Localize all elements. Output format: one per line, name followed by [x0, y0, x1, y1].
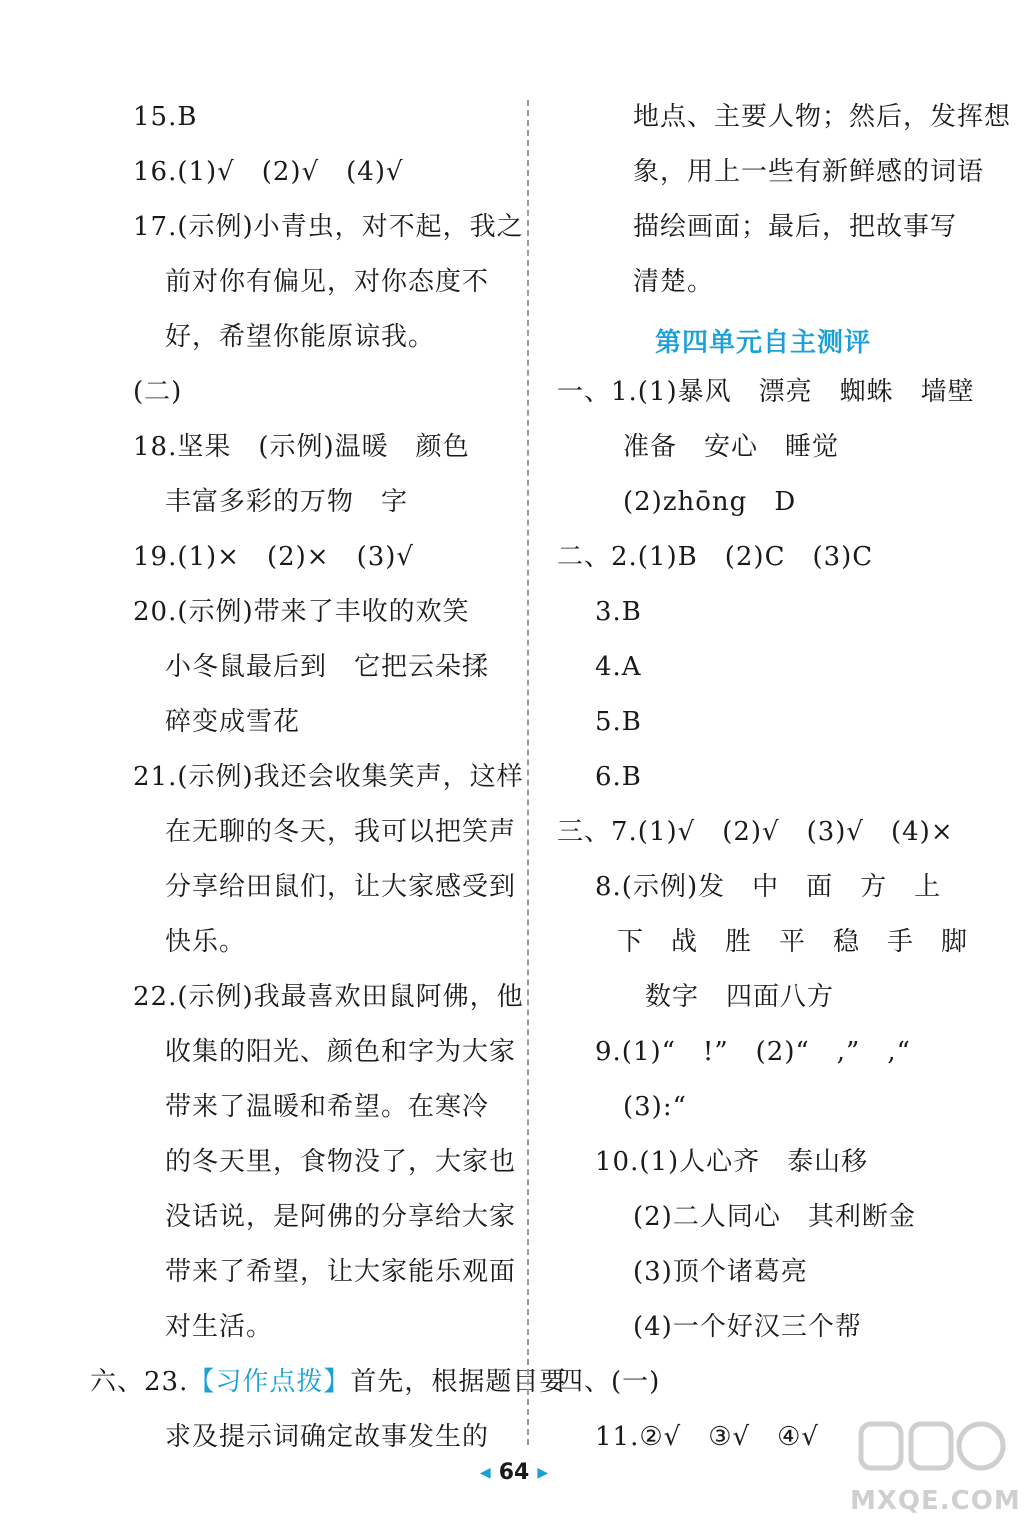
answer-7: 三、7.(1)√ (2)√ (3)√ (4)×: [557, 817, 954, 847]
answer-17: 17.(示例)小青虫，对不起，我之: [133, 212, 524, 242]
answer-21-cont: 在无聊的冬天，我可以把笑声: [165, 817, 517, 847]
answer-1-cont: (2)zhōng D: [623, 487, 797, 517]
answer-21: 21.(示例)我还会收集笑声，这样: [133, 762, 524, 792]
answer-23-cont: 求及提示词确定故事发生的: [165, 1422, 490, 1452]
answer-2: 二、2.(1)B (2)C (3)C: [557, 542, 874, 572]
answer-16: 16.(1)√ (2)√ (4)√: [133, 157, 404, 187]
answer-23-cont: 描绘画面；最后，把故事写: [633, 212, 958, 242]
answer-11: 11.②√ ③√ ④√: [595, 1422, 819, 1452]
answer-17-cont: 前对你有偏见，对你态度不: [165, 267, 490, 297]
subsection-heading: (二): [133, 377, 183, 407]
answer-22-cont: 对生活。: [165, 1312, 274, 1342]
writing-tip-label: 【习作点拨】: [188, 1367, 351, 1397]
answer-23: [90, 1362, 566, 1402]
answer-23-cont: 地点、主要人物；然后，发挥想: [633, 102, 1012, 132]
answer-23-text: 首先，根据题目要: [350, 1367, 567, 1397]
answer-10-cont: (3)顶个诸葛亮: [633, 1257, 808, 1287]
answer-1: 一、1.(1)暴风 漂亮 蜘蛛 墙壁: [557, 377, 975, 407]
section-title-unit-4: 第四单元自主测评: [655, 328, 872, 358]
right-triangle-icon: ▶: [537, 1465, 549, 1481]
answer-23-number: 六、23.: [90, 1367, 189, 1397]
answer-22-cont: 收集的阳光、颜色和字为大家: [165, 1037, 517, 1067]
answer-9: 9.(1)“ !” (2)“ ,” ,“: [595, 1037, 911, 1067]
answer-22: 22.(示例)我最喜欢田鼠阿佛，他: [133, 982, 524, 1012]
answer-22-cont: 的冬天里，食物没了，大家也: [165, 1147, 517, 1177]
answer-18-cont: 丰富多彩的万物 字: [165, 487, 409, 517]
answer-20: 20.(示例)带来了丰收的欢笑: [133, 597, 470, 627]
answer-18: 18.坚果 (示例)温暖 颜色: [133, 432, 470, 462]
answer-5: 5.B: [595, 707, 642, 737]
left-triangle-icon: ◀: [479, 1465, 491, 1481]
section-4-heading: 四、(一): [557, 1367, 661, 1397]
answer-20-cont: 小冬鼠最后到 它把云朵揉: [165, 652, 490, 682]
answer-22-cont: 没话说，是阿佛的分享给大家: [165, 1202, 517, 1232]
answer-6: 6.B: [595, 762, 642, 792]
page-number: 64: [498, 1460, 530, 1485]
watermark-text: MXQE.COM: [850, 1486, 1021, 1516]
answer-17-cont: 好，希望你能原谅我。: [165, 322, 436, 352]
answer-9-cont: (3):“: [623, 1092, 687, 1122]
answer-23-cont: 象，用上一些有新鲜感的词语: [633, 157, 985, 187]
answer-22-cont: 带来了温暖和希望。在寒冷: [165, 1092, 490, 1122]
answer-15: 15.B: [133, 102, 198, 132]
answer-8-cont: 下 战 胜 平 稳 手 脚: [617, 927, 969, 957]
answer-19: 19.(1)× (2)× (3)√: [133, 542, 414, 572]
answer-21-cont: 快乐。: [165, 927, 247, 957]
watermark-logo-icon: [856, 1416, 1006, 1476]
answer-20-cont: 碎变成雪花: [165, 707, 301, 737]
answer-1-cont: 准备 安心 睡觉: [623, 432, 840, 462]
answer-10-cont: (4)一个好汉三个帮: [633, 1312, 862, 1342]
answer-10: 10.(1)人心齐 泰山移: [595, 1147, 869, 1177]
answer-4: 4.A: [595, 652, 642, 682]
answer-23-cont: 清楚。: [633, 267, 715, 297]
answer-10-cont: (2)二人同心 其利断金: [633, 1202, 916, 1232]
answer-22-cont: 带来了希望，让大家能乐观面: [165, 1257, 517, 1287]
answer-21-cont: 分享给田鼠们，让大家感受到: [165, 872, 517, 902]
answer-8-cont: 数字 四面八方: [645, 982, 835, 1012]
watermark: [850, 1412, 1021, 1522]
answer-3: 3.B: [595, 597, 642, 627]
answer-8: 8.(示例)发 中 面 方 上: [595, 872, 942, 902]
column-divider: [527, 100, 529, 1445]
